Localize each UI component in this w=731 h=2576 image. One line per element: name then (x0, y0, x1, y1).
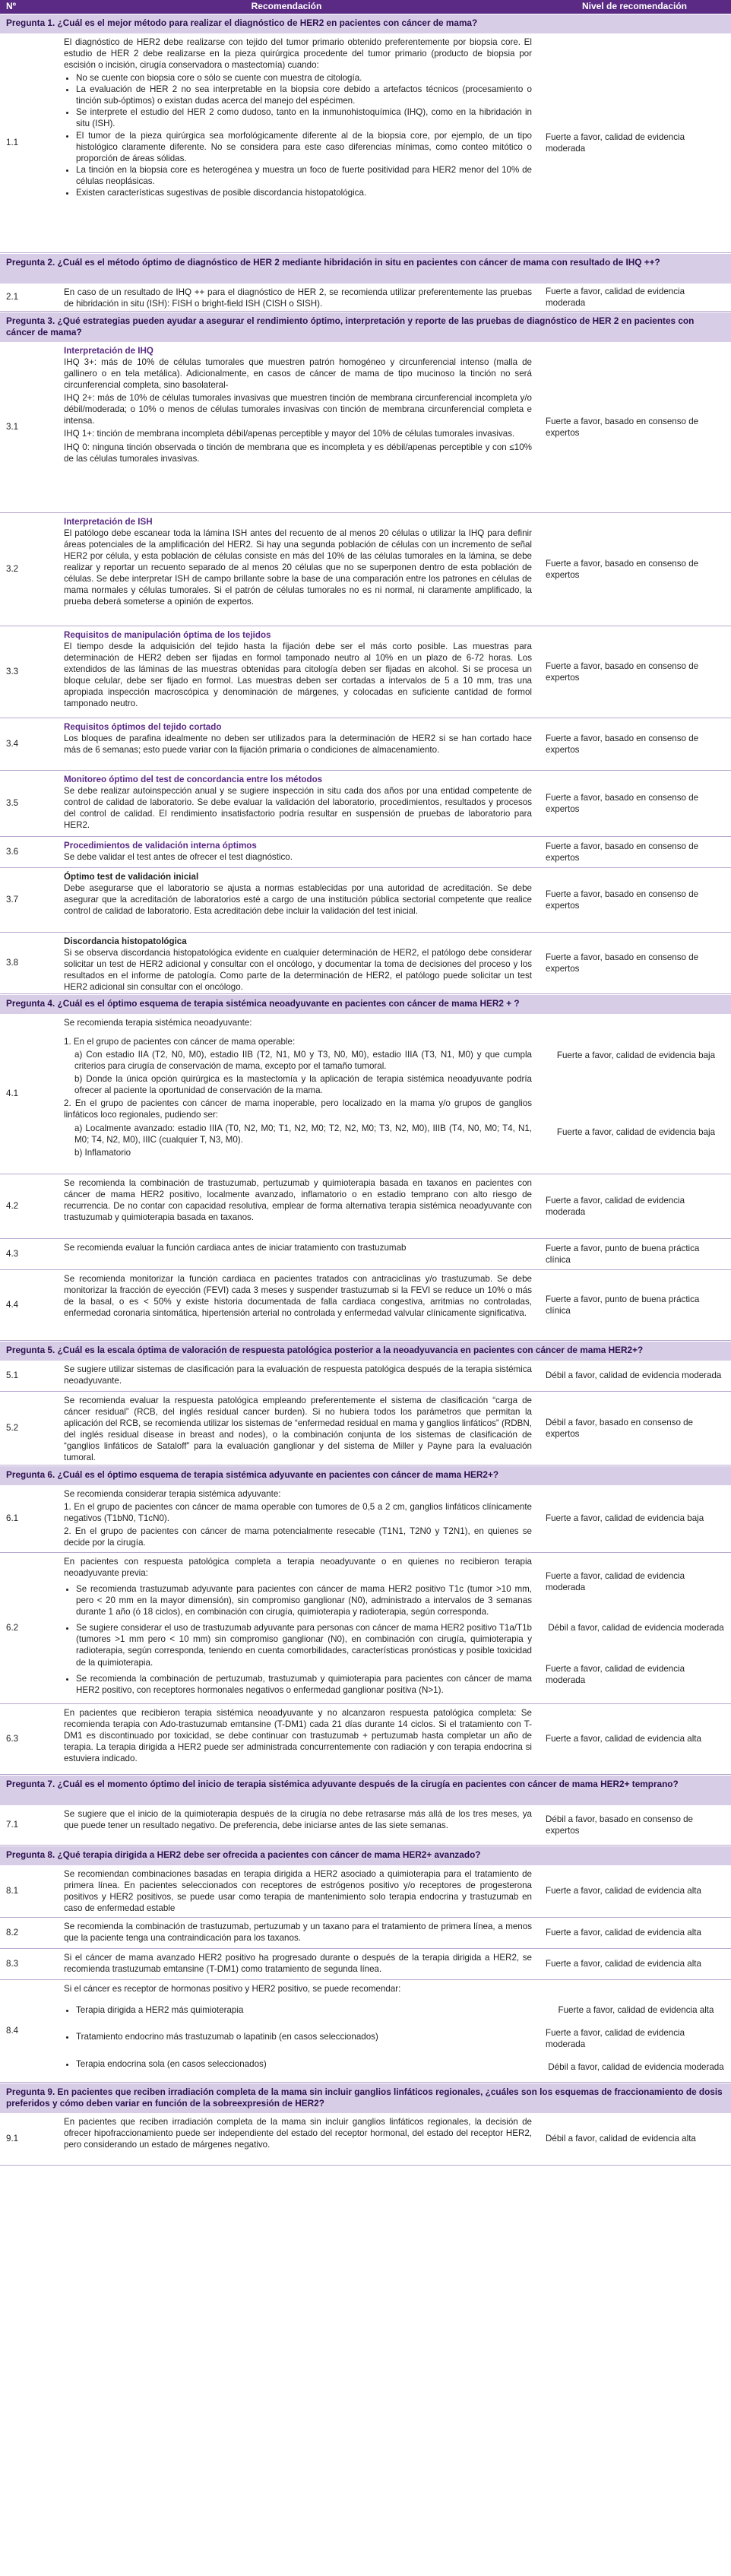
table-row (0, 342, 731, 513)
recommendation-text: Se sugiere que el inicio de la quimioterapia después de la cirugía no debe retrasarse más allá de los tres meses, ya que puede tener un resultado negativo. De preferencia, debe iniciarse antes de las siete semanas. (64, 1809, 532, 1831)
recommendation-level: Fuerte a favor, basado en consenso de expertos (546, 416, 699, 438)
row-number: 8.4 (6, 2026, 19, 2036)
question-3: Pregunta 3. ¿Qué estrategias pueden ayudar a asegurar el rendimiento óptimo, interpretación y reporte de las pruebas de diagnóstico de HER 2 en pacientes con cáncer de mama? (0, 312, 731, 342)
recommendation-level: Fuerte a favor, basado en consenso de expertos (546, 661, 699, 683)
recommendation-text: Discordancia histopatológica Si se observa discordancia histopatológica evidente en cualquier determinación de HER2, el patólogo debe considerar solicitar un test de HER2 adicional y consultar con el oncólogo, y documentar la toma de decisiones del proceso y los resultados en el informe de patología. Como parte de la determinación de HER2, el patólogo puede solicitar un test HER2 adicional sin consultar con el oncólogo. (64, 936, 532, 993)
recommendation-text: Se recomienda la combinación de trastuzumab, pertuzumab y quimioterapia basada en taxanos en pacientes con cáncer de mama HER2 positivo, localmente avanzado, inflamatorio o en estadio temprano con alto riesgo de recurrencia. De no contar con capacidad resolutiva, emplear de forma alternativa terapia sistémica neoadyuvante con trastuzumab y quimioterapia basada en taxanos. (64, 1178, 532, 1223)
table-row (0, 868, 731, 933)
row-number: 3.8 (6, 958, 19, 968)
recommendation-level: Fuerte a favor, calidad de evidencia moderada (546, 131, 685, 154)
row-number: 8.3 (6, 1959, 19, 1969)
recommendation-level: Fuerte a favor, calidad de evidencia alta (546, 1928, 701, 1938)
recommendation-text: Si el cáncer es receptor de hormonas positivo y HER2 positivo, se puede recomendar: • Terapia dirigida a HER2 más quimioterapia • Tratamiento endocrino más trastuzumab o lapatinib (en casos seleccionados) • Terapia endocrina sola (en casos seleccionados) (35, 1980, 538, 2082)
subsection-title: Monitoreo óptimo del test de concordancia entre los métodos (64, 775, 323, 784)
row-number: 6.2 (6, 1623, 19, 1633)
recommendation-level: Fuerte a favor, calidad de evidencia moderada (546, 286, 685, 308)
table-row (0, 1553, 731, 1704)
subsection-title: Interpretación de ISH (64, 517, 153, 527)
row-number: 4.2 (6, 1201, 19, 1212)
recommendation-level: Débil a favor, basado en consenso de expertos (546, 1814, 694, 1836)
table-row (0, 1865, 731, 1918)
table-row (0, 1270, 731, 1341)
criteria-list (64, 72, 532, 198)
recommendation-level: Fuerte a favor, basado en consenso de expertos (546, 733, 699, 755)
table-row (0, 1704, 731, 1775)
recommendation-level: Fuerte a favor, calidad de evidencia alta (546, 1886, 701, 1896)
list-item: • La evaluación de HER 2 no sea interpretable en la biopsia core debido a artefactos técnicos (procesamiento o tinción sub-óptimos) o existan dudas acerca del manejo del espécimen. (76, 84, 532, 106)
recommendation-text: Se recomienda evaluar la respuesta patológica empleando preferentemente el sistema de clasificación “carga de cáncer residual” (RCB, del inglés residual cancer burden). Si no hubiera todos los parámetros que permitan la aplicación del RCB, se recomienda utilizar los sistemas de “enfermedad residual en mama y ganglios linfáticos” (RDBN, del inglés residual disease in breast and nodes), o la combinación conjunta de los sistemas de clasificación de “ganglios linfáticos de Sataloff” para la evaluación ganglionar y del sistema de Miller y Payne para la evaluación tumoral. (64, 1396, 532, 1463)
recommendation-text: El diagnóstico de HER2 debe realizarse con tejido del tumor primario obtenido preferentemente por biopsia core. El estudio de HER 2 debe realizarse en la pieza quirúrgica procedente del tumor primario (producto de biopsia por escisión o incisión, cirugía conservadora o mastectomía) cuando: • No se cuente con biopsia core o sólo se cuente con muestra de citología. • La evaluación de HER 2 no sea interpretable en la biopsia core debido a artefactos técnicos (procesamiento o tinción sub-óptimos) o existan dudas acerca del manejo del espécimen. • Se interprete el estudio del HER 2 como dudoso, tanto en la inmunohistoquímica (IHQ), como en la hibridación in situ (ISH). • El tumor de la pieza quirúrgica sea morfológicamente diferente al de la biopsia core, por ejemplo, de un tipo histológico claramente diferente. No se considera para este caso diferencias mínimas, como conteo mitótico o proporción de áreas sólidas. • La tinción en la biopsia core es heterogénea y muestra un foco de fuerte positividad para HER2 menor del 10% de células neoplásicas. • Existen características sugestivas de posible discordancia histopatológica. (35, 33, 538, 252)
table-row (0, 1392, 731, 1465)
list-item: • Se sugiere considerar el uso de trastuzumab adyuvante para personas con cáncer de mama HER2 positivo T1a/T1b (tumores >1 mm pero < 10 mm) sin compromiso ganglionar (N0), en combinación con cirugía, quimioterapia y radioterapia, según corresponda, teniendo en cuenta comorbilidades, características pronósticas y posible toxicidad de la quimioterapia. (76, 1622, 532, 1668)
table-row (0, 33, 731, 253)
row-number: 3.3 (6, 667, 19, 677)
list-item: • Tratamiento endocrino más trastuzumab o lapatinib (en casos seleccionados) (76, 2031, 532, 2042)
table-row (0, 718, 731, 771)
list-item: • Se recomienda la combinación de pertuzumab, trastuzumab y quimioterapia para pacientes con cáncer de mama HER2 positivo, con receptores hormonales negativos o enfermedad ganglionar positiva (N>1). (76, 1673, 532, 1696)
recommendation-text: Se recomienda considerar terapia sistémica adyuvante: 1. En el grupo de pacientes con cáncer de mama operable con tumores de 0,5 a 2 cm, ganglios linfáticos clínicamente negativos (T1bN0, T1cN0). 2. En el grupo de pacientes con cáncer de mama potencialmente resecable (T1N1, T2N0 y T2N1), en quienes se decide por la cirugía. (64, 1489, 532, 1548)
subsection-title: Requisitos óptimos del tejido cortado (64, 722, 222, 732)
table-header (0, 0, 731, 14)
list-item: • El tumor de la pieza quirúrgica sea morfológicamente diferente al de la biopsia core, por ejemplo, de un tipo histológico claramente diferente. No se considera para este caso diferencias mínimas, como conteo mitótico o proporción de áreas sólidas. (76, 130, 532, 164)
recommendation-text: Monitoreo óptimo del test de concordancia entre los métodos Se debe realizar autoinspección anual y se sugiere inspección in situ cada dos años por una entidad competente de control de calidad de laboratorio. Se debe evaluar la validación del laboratorio, procedimientos, resultados y procesos del control de calidad. El rendimiento insatisfactorio podría resultar en suspensión de pruebas de laboratorio para HER2. (64, 775, 532, 831)
recommendation-text: En pacientes que recibieron terapia sistémica neoadyuvante y no alcanzaron respuesta patológica completa: Se recomienda terapia con Ado-trastuzumab emtansine (T-DM1) cada 21 días durante 14 ciclos. Si el tratamiento con T-DM1 es discontinuado por toxicidad, se debe continuar con trastuzumab + pertuzumab hasta completar un año de terapia. La terapia dirigida a HER2 puede ser administrada concurrentemente con radiación y con terapia endocrina si estuviera indicado. (64, 1708, 532, 1764)
row-number: 3.2 (6, 564, 19, 575)
header-level: Nivel de recomendación (581, 1, 688, 12)
subsection-title: Discordancia histopatológica (64, 936, 187, 946)
subsection-title: Requisitos de manipulación óptima de los tejidos (64, 630, 271, 640)
recommendation-level: Fuerte a favor, basado en consenso de expertos (546, 952, 699, 974)
recommendation-level: Fuerte a favor, punto de buena práctica clínica (546, 1294, 700, 1316)
recommendation-text: Óptimo test de validación inicial Debe asegurarse que el laboratorio se ajusta a normas establecidas por una autoridad de acreditación. Se debe asegurar que la acreditación de laboratorios esté a cargo de una institución pública sectorial competente que realice control de calidad de laboratorio. Esta acreditación debe incluir la validación del test inicial. (64, 872, 532, 917)
recommendation-text: Se recomiendan combinaciones basadas en terapia dirigida a HER2 asociado a quimioterapia para el tratamiento de primera línea. En pacientes seleccionados con receptores de estrógenos positivo y/o receptores de progesterona positivos y HER2 positivos, se puede usar como terapia de mantenimiento solo terapia endocrina y trastuzumab en caso de enfermedad estable (64, 1869, 532, 1914)
row-number: 3.4 (6, 739, 19, 749)
recommendation-level: Débil a favor, basado en consenso de expertos (546, 1417, 694, 1439)
recommendation-text: Se recomienda monitorizar la función cardiaca en pacientes tratados con antraciclinas y/o trastuzumab. Se debe monitorizar la fracción de eyección (FEVI) cada 3 meses y suspender trastuzumab si la FEVI se reduce un 10% o más de la basal, o es < 50% y existe historia documentada de falla cardiaca congestiva, arritmias no controladas, enfermedad coronaria sintomática, hipertensión arterial no controlada y enfermedad valvular clínicamente significativa. (64, 1274, 532, 1319)
row-number: 9.1 (6, 2134, 19, 2144)
question-4: Pregunta 4. ¿Cuál es el óptimo esquema de terapia sistémica neoadyuvante en pacientes con cáncer de mama HER2 + ? (0, 994, 731, 1014)
criteria-list (64, 1996, 532, 2078)
table-row (0, 1918, 731, 1949)
subsection-title: Procedimientos de validación interna óptimos (64, 841, 257, 851)
recommendation-level: Fuerte a favor, punto de buena práctica clínica (546, 1243, 700, 1265)
list-item: • Terapia dirigida a HER2 más quimioterapia (76, 2004, 532, 2016)
table-row (0, 1980, 731, 2083)
recommendation-text: Procedimientos de validación interna óptimos Se debe validar el test antes de ofrecer el test diagnóstico. (35, 837, 538, 867)
table-row (0, 1949, 731, 1980)
row-number: 3.1 (6, 422, 19, 433)
recommendation-text: Se recomienda la combinación de trastuzumab, pertuzumab y un taxano para el tratamiento de primera línea, a menos que la paciente tenga una contraindicación para los taxanos. (64, 1922, 532, 1944)
table-row (0, 771, 731, 837)
row-number: 3.6 (6, 847, 19, 857)
recommendation-level: Fuerte a favor, calidad de evidencia alta (546, 1734, 701, 1744)
row-number: 4.4 (6, 1300, 19, 1310)
recommendation-text: Requisitos de manipulación óptima de los tejidos El tiempo desde la adquisición del tejido hasta la fijación debe ser el más corto posible. Las muestras para determinación de HER2 deben ser fijadas en formol tamponado neutro al 10% en un plazo de 6-72 horas. Los extendidos de las láminas de las muestras obtenidas para citología deben ser fijadas en alcohol. Si se procesa un bloque celular, debe ser fijado en formol. Las muestras deben ser cortadas a intervalos de 5 a 10 mm, tras una apropiada inspección macroscópica y denominación de márgenes, y colocadas en suficiente cantidad de formol tamponado neutro. (64, 630, 532, 709)
row-number: 2.1 (6, 292, 19, 303)
row-number: 3.5 (6, 798, 19, 809)
table-row (0, 284, 731, 312)
table-row (0, 933, 731, 994)
row-number: 6.1 (6, 1513, 19, 1524)
table-row (0, 626, 731, 718)
recommendation-level: Fuerte a favor, calidad de evidencia alta (546, 1959, 701, 1969)
criteria-list (64, 1583, 532, 1696)
recommendation-level: Fuerte a favor, calidad de evidencia moderada Débil a favor, calidad de evidencia moderada Fuerte a favor, calidad de evidencia moderada (546, 1571, 724, 1685)
recommendation-level: Débil a favor, calidad de evidencia alta (546, 2134, 696, 2144)
question-6: Pregunta 6. ¿Cuál es el óptimo esquema de terapia sistémica adyuvante en pacientes con cáncer de mama HER2+? (0, 1465, 731, 1485)
table-row (0, 837, 731, 868)
table-row (0, 513, 731, 626)
recommendation-text: Interpretación de ISH El patólogo debe escanear toda la lámina ISH antes del recuento de al menos 20 células o utilizar la IHQ para definir áreas potenciales de la amplificación del HER2. Si hay una segunda población de células con un incremento de señal HER2 por célula, y esta población de células consiste en más del 10% de las células tumorales en la lámina, se debe realizar y reportar un recuento separado de al menos 20 células que no se superponen dentro de esta población de células. Se debe interpretar ISH de campo brillante sobre la base de una comparación entre los patrones en células de mama normales y células tumorales. Si el patrón de células tumorales no es ni normal, ni claramente amplificado, la prueba deberá someterse a opinión de expertos. (64, 517, 532, 607)
question-9: Pregunta 9. En pacientes que reciben irradiación completa de la mama sin incluir ganglios linfáticos regionales, ¿cuáles son los esquemas de fraccionamiento de dosis preferidos y cómo deben variar en función de la sobreexpresión de HER2? (0, 2083, 731, 2113)
row-number: 3.7 (6, 895, 19, 905)
recommendation-level: Fuerte a favor, basado en consenso de expertos (546, 558, 699, 580)
table-row (0, 1239, 731, 1270)
table-row (0, 2113, 731, 2166)
row-number: 4.1 (6, 1088, 19, 1099)
row-number: 8.2 (6, 1928, 19, 1938)
list-item: • La tinción en la biopsia core es heterogénea y muestra un foco de fuerte positividad para HER2 menor del 10% de células neoplásicas. (76, 164, 532, 187)
row-number: 4.3 (6, 1249, 19, 1259)
recommendation-level: Fuerte a favor, calidad de evidencia baja (546, 1513, 704, 1524)
recommendation-text: Requisitos óptimos del tejido cortado Los bloques de parafina idealmente no deben ser utilizados para la determinación de HER2 si se han cortado hace más de 6 semanas; esto puede variar con la fijación primaria o condiciones de almacenamiento. (64, 722, 532, 756)
recommendation-text: Interpretación de IHQ IHQ 3+: más de 10% de células tumorales que muestren patrón homogéneo y circunferencial intenso (malla de gallinero o en tela metálica). Adicionalmente, en casos de cáncer de mama de tipo mucinoso la tinción no será circunferencial completa, sino basolateral- IHQ 2+: más de 10% de células tumorales invasivas que muestren tinción de membrana circunferencial incompleta y/o débil/moderada; o 10% o menos de células tumorales invasivas con tinción de membrana circunferencial completa e intensa. IHQ 1+: tinción de membrana incompleta débil/apenas perceptible y mayor del 10% de células tumorales invasivas. IHQ 0: ninguna tinción observada o tinción de membrana que es incompleta y es débil/apenas perceptible y con ≤10% de las células tumorales invasivas. (64, 346, 532, 464)
row-number: 5.1 (6, 1370, 19, 1381)
header-number: Nº (6, 1, 17, 12)
question-7: Pregunta 7. ¿Cuál es el momento óptimo del inicio de terapia sistémica adyuvante después de la cirugía en pacientes con cáncer de mama HER2+ temprano? (0, 1775, 731, 1805)
table-row (0, 1361, 731, 1392)
row-number: 5.2 (6, 1423, 19, 1434)
recommendation-text: En caso de un resultado de IHQ ++ para el diagnóstico de HER 2, se recomienda utilizar preferentemente las pruebas de hibridación in situ (ISH): FISH o bright-field ISH (CISH o SISH). (64, 287, 532, 309)
table-row (0, 1485, 731, 1553)
recommendation-level: Fuerte a favor, basado en consenso de expertos (546, 889, 699, 911)
list-item: • Terapia endocrina sola (en casos seleccionados) (76, 2058, 532, 2070)
header-recommendation: Recomendación (251, 1, 322, 12)
table-row (0, 1805, 731, 1846)
recommendation-text: En pacientes que reciben irradiación completa de la mama sin incluir ganglios linfáticos regionales, la decisión de ofrecer hipofraccionamiento puede ser independiente del estado del receptor hormonal, del estado del receptor HER2, pero considerando un estado de márgenes negativo. (64, 2117, 532, 2150)
row-number: 6.3 (6, 1734, 19, 1744)
recommendation-text: Se sugiere utilizar sistemas de clasificación para la evaluación de respuesta patológica después de la terapia sistémica neoadyuvante. (64, 1364, 532, 1386)
list-item: • Se interprete el estudio del HER 2 como dudoso, tanto en la inmunohistoquímica (IHQ), como en la hibridación in situ (ISH). (76, 106, 532, 129)
question-8: Pregunta 8. ¿Qué terapia dirigida a HER2 debe ser ofrecida a pacientes con cáncer de mama HER2+ avanzado? (0, 1846, 731, 1865)
recommendation-text: En pacientes con respuesta patológica completa a terapia neoadyuvante o en quienes no recibieron terapia neoadyuvante previa: • Se recomienda trastuzumab adyuvante para pacientes con cáncer de mama HER2 positivo T1c (tumor >10 mm, pero < 20 mm en la mayor dimensión), sin compromiso ganglionar (N0), administrado a intervalos de 3 semanas durante 1 año (ó 18 ciclos), en combinación con cirugía, quimioterapia y radioterapia, según corresponda. • Se sugiere considerar el uso de trastuzumab adyuvante para personas con cáncer de mama HER2 positivo T1a/T1b (tumores >1 mm pero < 10 mm) sin compromiso ganglionar (N0), en combinación con cirugía, quimioterapia y radioterapia, según corresponda, teniendo en cuenta comorbilidades, características pronósticas y posible toxicidad de la quimioterapia. • Se recomienda la combinación de pertuzumab, trastuzumab y quimioterapia para pacientes con cáncer de mama HER2 positivo, con receptores hormonales negativos o enfermedad ganglionar positiva (N>1). (35, 1553, 538, 1703)
recommendation-text: Si el cáncer de mama avanzado HER2 positivo ha progresado durante o después de la terapia dirigida a HER2, se recomienda trastuzumab emtansine (T-DM1) como tratamiento de segunda línea. (64, 1953, 532, 1975)
row-number: 7.1 (6, 1820, 19, 1830)
list-item: • Se recomienda trastuzumab adyuvante para pacientes con cáncer de mama HER2 positivo T1c (tumor >10 mm, pero < 20 mm en la mayor dimensión), sin compromiso ganglionar (N0), administrado a intervalos de 3 semanas durante 1 año (ó 18 ciclos), en combinación con cirugía, quimioterapia y radioterapia, según corresponda. (76, 1583, 532, 1618)
recommendation-text: Se recomienda terapia sistémica neoadyuvante: 1. En el grupo de pacientes con cáncer de mama operable: a) Con estadio IIA (T2, N0, M0), estadio IIB (T2, N1, M0 y T3, N0, M0), estadio IIIA (T3, N1, M0) y que cumpla criterios para cirugía de conservación de mama, excepto por el tamaño tumoral. b) Donde la única opción quirúrgica es la mastectomía y la aplicación de terapia sistémica neoadyuvante podría ofrecer al paciente la oportunidad de conservación de la mama. 2. En el grupo de pacientes con cáncer de mama inoperable, pero localizado en la mama y/o grupos de ganglios linfáticos loco regionales, pudiendo ser: a) Localmente avanzado: estadio IIIA (T0, N2, M0; T1, N2, M0; T2, N2, M0; T3, N2, M0), IIIB (T4, N0, M0; T4, N1, M0; T4, N2, M0), IIIC (cualquier T, N3, M0). b) Inflamatorio (64, 1018, 532, 1158)
recommendation-level: Fuerte a favor, calidad de evidencia moderada (546, 1195, 685, 1217)
question-5: Pregunta 5. ¿Cuál es la escala óptima de valoración de respuesta patológica posterior a la neoadyuvancia en pacientes con cáncer de mama HER2+? (0, 1341, 731, 1361)
recommendation-level: Débil a favor, calidad de evidencia moderada (546, 1370, 722, 1381)
table-row (0, 1014, 731, 1174)
row-number: 1.1 (6, 138, 19, 148)
question-1: Pregunta 1. ¿Cuál es el mejor método para realizar el diagnóstico de HER2 en pacientes con cáncer de mama? (0, 14, 731, 33)
recommendation-level: Fuerte a favor, calidad de evidencia baja Fuerte a favor, calidad de evidencia baja (556, 1050, 716, 1137)
table-row (0, 1174, 731, 1239)
row-number: 8.1 (6, 1886, 19, 1896)
recommendation-text: Se recomienda evaluar la función cardiaca antes de iniciar tratamiento con trastuzumab (64, 1243, 407, 1253)
recommendation-level: Fuerte a favor, calidad de evidencia alta Fuerte a favor, calidad de evidencia moderada Débil a favor, calidad de evidencia moderada (546, 2004, 724, 2073)
subsection-title: Óptimo test de validación inicial (64, 872, 199, 882)
question-2: Pregunta 2. ¿Cuál es el método óptimo de diagnóstico de HER 2 mediante hibridación in situ en pacientes con cáncer de mama con resultado de IHQ ++? (0, 253, 731, 284)
list-item: • Existen características sugestivas de posible discordancia histopatológica. (76, 187, 532, 198)
list-item: • No se cuente con biopsia core o sólo se cuente con muestra de citología. (76, 72, 532, 84)
recommendation-level: Fuerte a favor, basado en consenso de expertos (546, 792, 699, 814)
recommendation-level: Fuerte a favor, basado en consenso de expertos (546, 841, 699, 863)
subsection-title: Interpretación de IHQ (64, 346, 153, 356)
